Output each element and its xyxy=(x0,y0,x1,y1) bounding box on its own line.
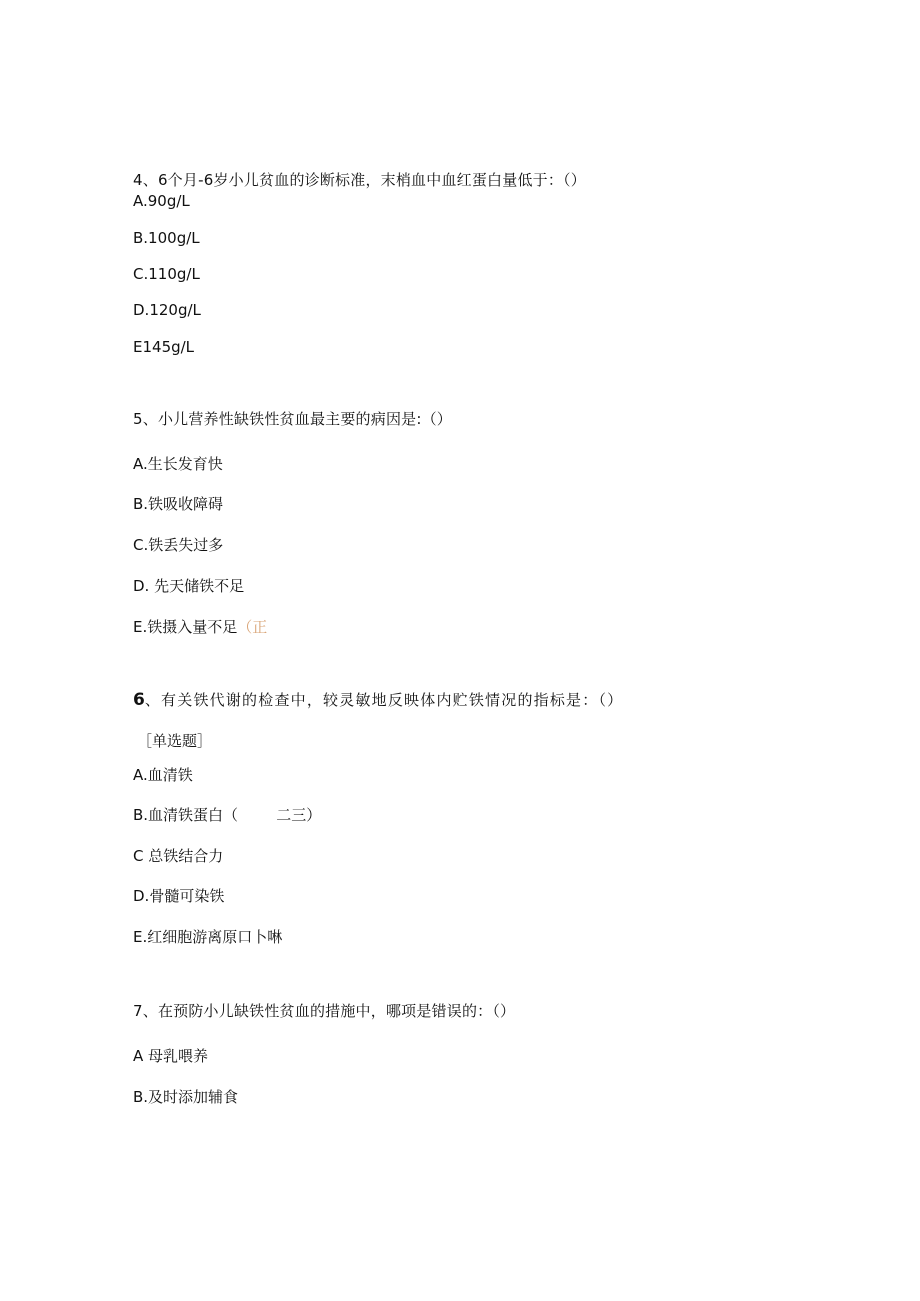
q5-option-e-annotation: （正 xyxy=(237,618,268,636)
question-6-text: 、有关铁代谢的检查中，较灵敏地反映体内贮铁情况的指标是：（） xyxy=(144,691,624,709)
q5-option-e[interactable] xyxy=(133,617,267,637)
q5-option-c[interactable]: C.铁丢失过多 xyxy=(133,536,224,554)
q6-option-c[interactable]: C 总铁结合力 xyxy=(133,847,224,865)
question-type-tag: ［单选题］ xyxy=(137,732,213,750)
q5-option-a[interactable]: A.生长发育快 xyxy=(133,455,223,473)
q5-option-d[interactable]: D. 先天储铁不足 xyxy=(133,577,245,595)
q5-option-b[interactable]: B.铁吸收障碍 xyxy=(133,495,224,513)
question-7-title: 7、在预防小儿缺铁性贫血的措施中，哪项是错误的：（） xyxy=(133,1002,516,1020)
question-4-title: 4、6个月-6岁小儿贫血的诊断标准，末梢血中血红蛋白量低于：（） xyxy=(133,171,586,189)
q4-option-b[interactable]: B.100g/L xyxy=(133,229,200,247)
q6-option-d[interactable]: D.骨髓可染铁 xyxy=(133,887,225,905)
q6-option-a[interactable]: A.血清铁 xyxy=(133,766,193,784)
q4-option-a[interactable]: A.90g/L xyxy=(133,192,190,210)
question-6-number: 6 xyxy=(133,690,145,710)
question-6-title xyxy=(133,690,623,710)
q5-option-e-label: E.铁摄入量不足 xyxy=(133,618,238,636)
question-5-title: 5、小儿营养性缺铁性贫血最主要的病因是:（） xyxy=(133,410,452,428)
q4-option-d[interactable]: D.120g/L xyxy=(133,301,201,319)
q7-option-a[interactable]: A 母乳喂养 xyxy=(133,1047,209,1065)
q6-option-e[interactable]: E.红细胞游离原口卜啉 xyxy=(133,928,283,946)
q7-option-b[interactable]: B.及时添加辅食 xyxy=(133,1088,239,1106)
q6-option-b[interactable]: B.血清铁蛋白（ 二三） xyxy=(133,806,322,824)
q4-option-c[interactable]: C.110g/L xyxy=(133,265,200,283)
q4-option-e[interactable]: E145g/L xyxy=(133,338,195,356)
